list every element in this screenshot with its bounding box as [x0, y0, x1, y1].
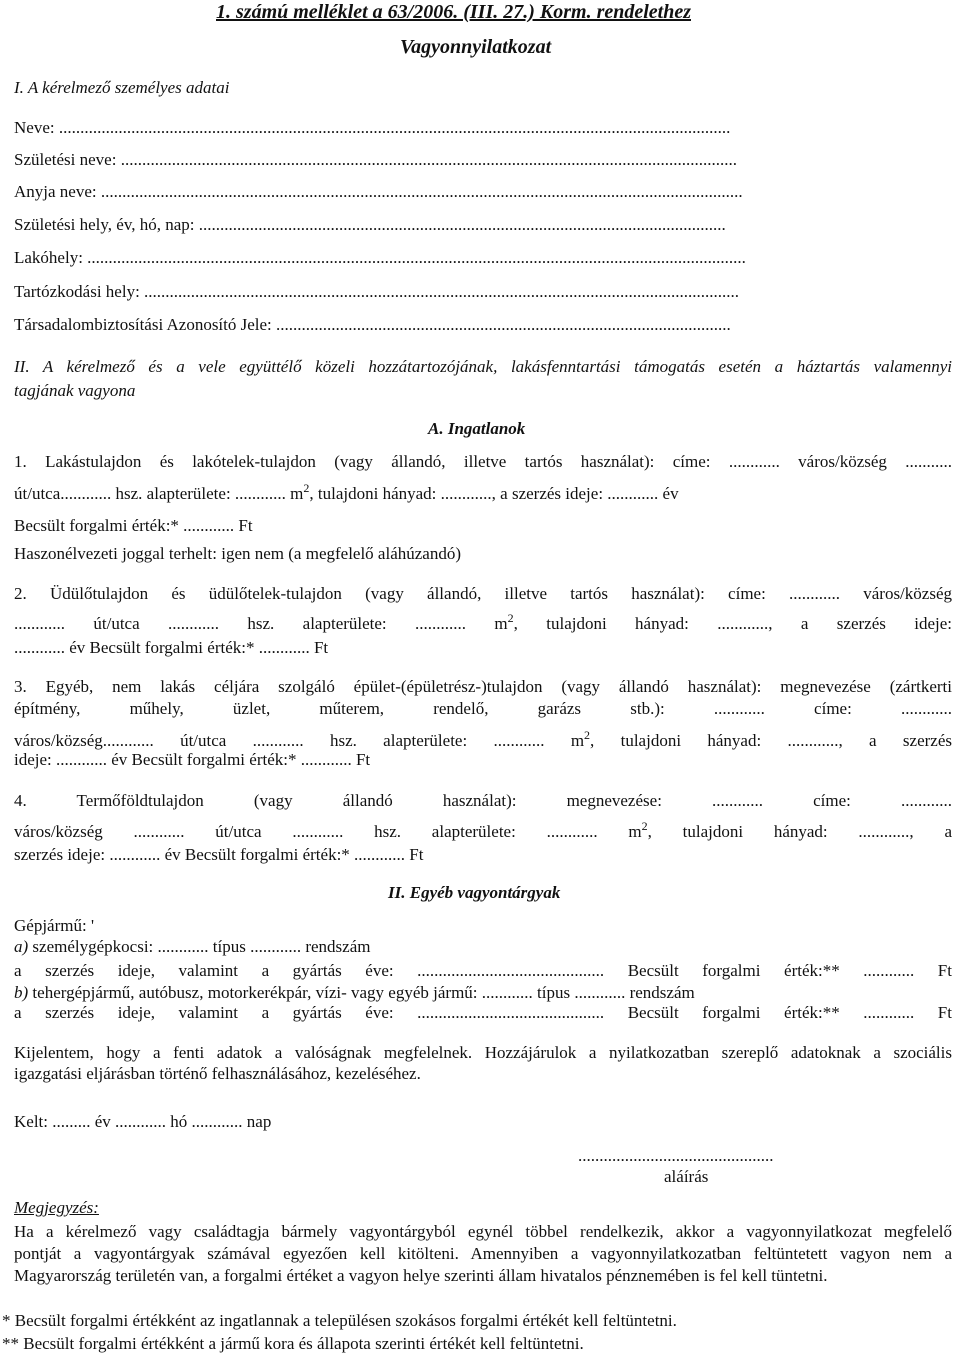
note-line-2: pontját a vagyontárgyak számával egyezően kell kitölteni. Amennyiben a vagyonnyilatkozatban feltüntetett vagyon nem a — [14, 1244, 952, 1263]
declaration-line-2: igazgatási eljárásban történő felhasználásához, kezeléséhez. — [14, 1064, 421, 1083]
signature-dots: .............................................. — [578, 1146, 774, 1165]
signature-label: aláírás — [664, 1167, 709, 1186]
farmland-line-2: város/község ............ út/utca ............ hsz. alapterülete: ............ $m^2$, tulajdoni hányad: ............, a — [14, 819, 952, 841]
section-assets-heading-cont: tagjának vagyona — [14, 381, 136, 400]
date-line: Kelt: ......... év ............ hó ............ nap — [14, 1112, 272, 1131]
other-building-line-1: 3. Egyéb, nem lakás céljára szolgáló épület-(épületrész-)tulajdon (vagy állandó használat): megnevezése (zártkerti — [14, 677, 952, 696]
name-field: Neve: .............................................................................................................................................................. — [14, 118, 731, 137]
residence-field: Lakóhely: ........................................................................................................................................................... — [14, 248, 746, 267]
usufruct-line: Haszonélvezeti joggal terhelt: igen nem (a megfelelő aláhúzandó) — [14, 544, 461, 563]
note-heading: Megjegyzés: — [14, 1198, 99, 1217]
apartment-line-1: 1. Lakástulajdon és lakótelek-tulajdon (vagy állandó, illetve tartós használat): címe: ............ város/község ........... — [14, 452, 952, 471]
section-personal-heading: I. A kérelmező személyes adatai — [14, 78, 230, 97]
mother-name-field: Anyja neve: ....................................................................................................................................................... — [14, 182, 743, 201]
truck-line-2: a szerzés ideje, valamint a gyártás éve: ............................................ Becsült forgalmi érték:** ............ Ft — [14, 1003, 952, 1022]
note-line-3: Magyarország területén van, a forgalmi értéket a vagyon helye szerinti állam hivatalos pénznemében is fel kell tüntetni. — [14, 1266, 828, 1285]
apartment-value: Becsült forgalmi érték:* ............ Ft — [14, 516, 253, 535]
real-estate-heading: A. Ingatlanok — [428, 419, 526, 438]
holiday-home-line-1: 2. Üdülőtulajdon és üdülőtelek-tulajdon (vagy állandó, illetve tartós használat): címe: ............ város/község — [14, 584, 952, 603]
other-assets-heading: II. Egyéb vagyontárgyak — [388, 883, 561, 902]
holiday-home-line-2: ............ út/utca ............ hsz. alapterülete: ............ $m^2$, tulajdoni hányad: ............, a szerzés ideje: — [14, 611, 952, 633]
vehicle-label: Gépjármű: ' — [14, 916, 95, 935]
car-line: a) személygépkocsi: ............ típus ............ rendszám — [14, 937, 371, 956]
other-building-line-3: város/község............ út/utca ............ hsz. alapterülete: ............ $m^2$, tulajdoni hányad: ............, a szerzés — [14, 728, 952, 750]
declaration-line-1: Kijelentem, hogy a fenti adatok a valóságnak megfelelnek. Hozzájárulok a nyilatkozatban szereplő adatoknak a szociális — [14, 1043, 952, 1062]
farmland-line-1: 4. Termőföldtulajdon (vagy állandó használat): megnevezése: ............ címe: ............ — [14, 791, 952, 810]
temporary-residence-field: Tartózkodási hely: ............................................................................................................................................ — [14, 282, 740, 301]
apartment-line-2: út/utca............ hsz. alapterülete: ............ $m^2$, tulajdoni hányad: ............, a szerzés ideje: ............ év — [14, 481, 679, 503]
farmland-value: szerzés ideje: ............ év Becsült forgalmi érték:* ............ Ft — [14, 845, 424, 864]
footnote-1: * Becsült forgalmi értékként az ingatlannak a településen szokásos forgalmi értékét kell feltüntetni. — [2, 1311, 677, 1330]
document-title: Vagyonnyilatkozat — [400, 36, 552, 58]
truck-line: b) tehergépjármű, autóbusz, motorkerékpár, vízi- vagy egyéb jármű: ............ típus ............ rendszám — [14, 983, 695, 1002]
annex-title: 1. számú melléklet a 63/2006. (III. 27.) Korm. rendelethez — [216, 1, 691, 23]
other-building-line-2: építmény, műhely, üzlet, műterem, rendelő, garázs stb.): ............ címe: ............ — [14, 699, 952, 718]
section-assets-heading: II. A kérelmező és a vele együttélő közeli hozzátartozójának, lakásfenntartási támogatás esetén a háztartás valamennyi — [14, 357, 952, 376]
footnote-2: ** Becsült forgalmi értékként a jármű kora és állapota szerinti értékét kell feltüntetni. — [2, 1334, 584, 1353]
note-line-1: Ha a kérelmező vagy családtagja bármely vagyontárgyból egynél többel rendelkezik, akkor a vagyonnyilatkozat megfelelő — [14, 1222, 952, 1241]
other-building-value: ideje: ............ év Becsült forgalmi érték:* ............ Ft — [14, 750, 371, 769]
social-security-id-field: Társadalombiztosítási Azonosító Jele: ........................................................................................................... — [14, 315, 731, 334]
birth-place-date-field: Születési hely, év, hó, nap: ............................................................................................................................ — [14, 215, 726, 234]
car-line-2: a szerzés ideje, valamint a gyártás éve: ............................................ Becsült forgalmi érték:** ............ Ft — [14, 961, 952, 980]
birth-name-field: Születési neve: ................................................................................................................................................. — [14, 150, 737, 169]
holiday-home-value: ............ év Becsült forgalmi érték:* ............ Ft — [14, 638, 329, 657]
